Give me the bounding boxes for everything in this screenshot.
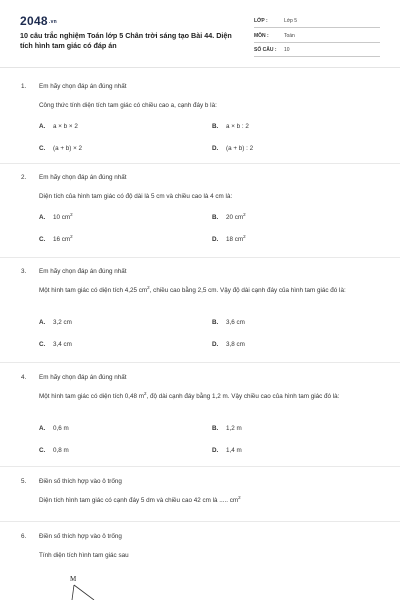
question-text [39, 285, 374, 296]
option-value: 3,8 cm [226, 341, 245, 348]
option-letter: D. [212, 341, 219, 348]
option-value: (a + b) : 2 [226, 145, 254, 152]
question-number: 2. [21, 174, 27, 181]
option-letter: C. [39, 341, 46, 348]
question-divider [0, 521, 400, 522]
question-text: Diện tích của hình tam giác có độ dài là 5 cm và chiều cao là 4 cm là: [39, 193, 233, 200]
option-value-text: 10 cm [53, 214, 71, 221]
option-letter: C. [39, 145, 46, 152]
question-number: 6. [21, 533, 27, 540]
info-value: 10 [284, 47, 290, 53]
info-key: LỚP : [254, 18, 268, 24]
worksheet-header [0, 0, 400, 66]
option-value: 3,6 cm [226, 319, 245, 326]
unit-exponent: 2 [147, 284, 150, 290]
option-unit-exponent: 2 [70, 211, 73, 217]
question-number: 3. [21, 268, 27, 275]
question-text-end: , chiều cao bằng 2,5 cm. Vậy độ dài cạnh đáy của hình tam giác đó là: [149, 287, 346, 294]
question-prompt: Em hãy chọn đáp án đúng nhất [39, 374, 127, 381]
option-value-text: 16 cm [53, 236, 71, 243]
question-number: 1. [21, 83, 27, 90]
info-key: MÔN : [254, 33, 269, 39]
option-value [53, 211, 73, 221]
option-letter: A. [39, 425, 46, 432]
question-divider [0, 466, 400, 467]
triangle-figure [60, 574, 100, 600]
option-letter: B. [212, 123, 219, 130]
question-divider [0, 362, 400, 363]
option-value [226, 233, 246, 243]
option-value: 0,6 m [53, 425, 69, 432]
option-value: (a + b) × 2 [53, 145, 83, 152]
option-letter: A. [39, 123, 46, 130]
unit-exponent: 2 [238, 494, 241, 500]
unit-exponent: 2 [144, 390, 147, 396]
option-value: a × b : 2 [226, 123, 249, 130]
question-prompt: Em hãy chọn đáp án đúng nhất [39, 268, 127, 275]
option-letter: A. [39, 214, 46, 221]
question-text-start: Diện tích hình tam giác có cạnh đáy 5 dm và chiều cao 42 cm là ..... cm [39, 497, 239, 504]
option-letter: C. [39, 447, 46, 454]
question-number: 5. [21, 478, 27, 485]
question-text: Tính diện tích hình tam giác sau [39, 552, 129, 559]
option-value: 1,4 m [226, 447, 242, 454]
logo-text: 2048 [20, 14, 48, 28]
option-value-text: 20 cm [226, 214, 244, 221]
option-letter: B. [212, 319, 219, 326]
option-letter: C. [39, 236, 46, 243]
question-prompt: Em hãy chọn đáp án đúng nhất [39, 174, 127, 181]
triangle-side-left [72, 585, 74, 600]
info-key: SỐ CÂU : [254, 47, 277, 53]
question-text-end: , độ dài cạnh đáy bằng 1,2 m. Vậy chiều cao của hình tam giác đó là: [146, 393, 340, 400]
question-text-start: Một hình tam giác có diện tích 0,48 m [39, 393, 145, 400]
header-divider [0, 67, 400, 68]
option-value: 3,4 cm [53, 341, 72, 348]
question-divider [0, 163, 400, 164]
option-value: 3,2 cm [53, 319, 72, 326]
document-title: 10 câu trắc nghiệm Toán lớp 5 Chân trời sáng tạo Bài 44. Diện tích hình tam giác có đáp án [20, 31, 232, 50]
option-value: a × b × 2 [53, 123, 78, 130]
info-row-class [254, 14, 380, 28]
info-value: Toán [284, 33, 295, 39]
question-prompt: Em hãy chọn đáp án đúng nhất [39, 83, 127, 90]
option-letter: D. [212, 145, 219, 152]
option-letter: D. [212, 447, 219, 454]
option-letter: B. [212, 214, 219, 221]
question-text[interactable] [39, 495, 374, 506]
question-text [39, 391, 374, 402]
question-text-start: Một hình tam giác có diện tích 4,25 cm [39, 287, 148, 294]
info-value: Lớp 5 [284, 18, 298, 24]
question-number: 4. [21, 374, 27, 381]
option-letter: A. [39, 319, 46, 326]
vertex-label-m: M [70, 575, 77, 583]
question-divider [0, 257, 400, 258]
site-logo[interactable] [20, 14, 57, 28]
option-value: 0,8 m [53, 447, 69, 454]
option-value [226, 211, 246, 221]
triangle-side-right [74, 585, 94, 600]
option-unit-exponent: 2 [243, 211, 246, 217]
option-letter: D. [212, 236, 219, 243]
logo-suffix: .vn [48, 18, 58, 25]
question-prompt: Điền số thích hợp vào ô trống [39, 533, 122, 540]
option-unit-exponent: 2 [243, 233, 246, 239]
question-prompt: Điền số thích hợp vào ô trống [39, 478, 122, 485]
option-value: 1,2 m [226, 425, 242, 432]
option-value-text: 18 cm [226, 236, 244, 243]
info-row-subject [254, 29, 380, 43]
option-value [53, 233, 73, 243]
info-row-count [254, 43, 380, 57]
option-letter: B. [212, 425, 219, 432]
question-text: Công thức tính diện tích tam giác có chiều cao a, cạnh đáy b là: [39, 102, 217, 109]
option-unit-exponent: 2 [70, 233, 73, 239]
